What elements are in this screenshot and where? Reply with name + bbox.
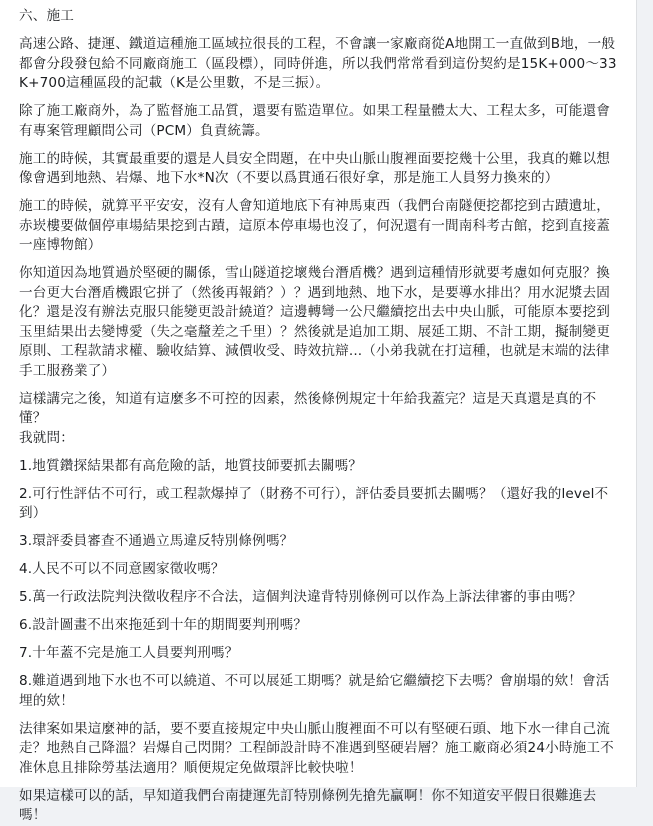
paragraph-supervision: 除了施工廠商外，為了監督施工品質，還要有監造單位。如果工程量體太大、工程太多，可能還會有專案管理顧問公司（PCM）負責統籌。 bbox=[19, 103, 610, 139]
page-gutter bbox=[637, 0, 653, 787]
paragraph-contract-sections: 高速公路、捷運、鐵道這種施工區域拉很長的工程，不會讓一家廠商從A地開工一直做到B地，一般都會分段發包給不同廠商施工（區段標），同時併進，所以我們常常看到這份契約是15K+000～33K+700這種區段的記載（K是公里數，不是三振）。 bbox=[19, 36, 617, 91]
closing-paragraph: 如果這樣可以的話，早知道我們台南捷運先訂特別條例先搶先贏啊！你不知道安平假日很難進去嗎！ bbox=[19, 787, 597, 823]
paragraph-geology: 你知道因為地質過於堅硬的關係，雪山隧道挖壞幾台潛盾機？遇到這種情形就要考慮如何克服？換一台更大台潛盾機跟它拼了（然後再報銷？）？遇到地熱、地下水，是要導水排出？用水泥漿去固化？還是沒有辦法克服只能變更設計繞道？這邊轉彎一公尺繼續挖出去中央山脈，可能原本要挖到玉里結果出去變博愛（失之毫釐差之千里）？然後就是追加工期、展延工期、不計工期，擬制變更原則、工程款請求權、驗收結算、減價收受、時效抗辯...（小弟我就在打這種，也就是末端的法律手工服務業了） bbox=[19, 265, 610, 379]
question-item: 3.環評委員審查不通過立馬違反特別條例嗎？ bbox=[19, 533, 294, 549]
question-item: 5.萬一行政法院判決徵收程序不合法，這個判決違背特別條例可以作為上訴法律審的事由嗎？ bbox=[19, 589, 583, 605]
closing-paragraph: 法律案如果這麼神的話，要不要直接規定中央山脈山腹裡面不可以有堅硬石頭、地下水一律自己流走？地熱自己降溫？岩爆自己閃開？工程師設計時不准遇到堅硬岩層？施工廠商必須24小時施工不准休息且排除勞基法適用？順便規定免做環評比較快啦！ bbox=[19, 720, 614, 776]
section-title: 六、施工 bbox=[19, 8, 74, 24]
question-item: 6.設計圖畫不出來拖延到十年的期間要判刑嗎？ bbox=[19, 617, 308, 633]
paragraph-safety: 施工的時候，其實最重要的還是人員安全問題，在中央山脈山腹裡面要挖幾十公里，我真的難以想像會遇到地熱、岩爆、地下水*N次（不要以爲貫通石很好拿，那是施工人員努力換來的） bbox=[19, 150, 610, 186]
question-item: 4.人民不可以不同意國家徵收嗎？ bbox=[19, 561, 225, 577]
paragraph-archaeology: 施工的時候，就算平平安安，沒有人會知道地底下有神馬東西（我們台南隧便挖都挖到古蹟遺址，赤崁樓要做個停車場結果挖到古蹟，這原本停車場也沒了，何況還有一間南科考古館，挖到直接蓋一座博物館） bbox=[19, 198, 610, 253]
question-item: 2.可行性評估不可行，或工程款爆掉了（財務不可行），評估委員要抓去關嗎？（還好我的level不到） bbox=[19, 485, 609, 521]
question-item: 7.十年蓋不完是施工人員要判刑嗎？ bbox=[19, 645, 239, 661]
question-item: 1.地質鑽探結果都有高危險的話，地質技師要抓去關嗎？ bbox=[19, 457, 363, 474]
question-item: 8.難道遇到地下水也不可以繞道、不可以展延工期嗎？就是給它繼續挖下去嗎？會崩塌的欸！會活埋的欸！ bbox=[19, 673, 610, 709]
asked-label: 我就問： bbox=[19, 429, 74, 446]
question-intro: 這樣講完之後，知道有這麼多不可控的因素，然後條例規定十年給我蓋完？這是天真還是真的不懂？ bbox=[19, 390, 597, 426]
